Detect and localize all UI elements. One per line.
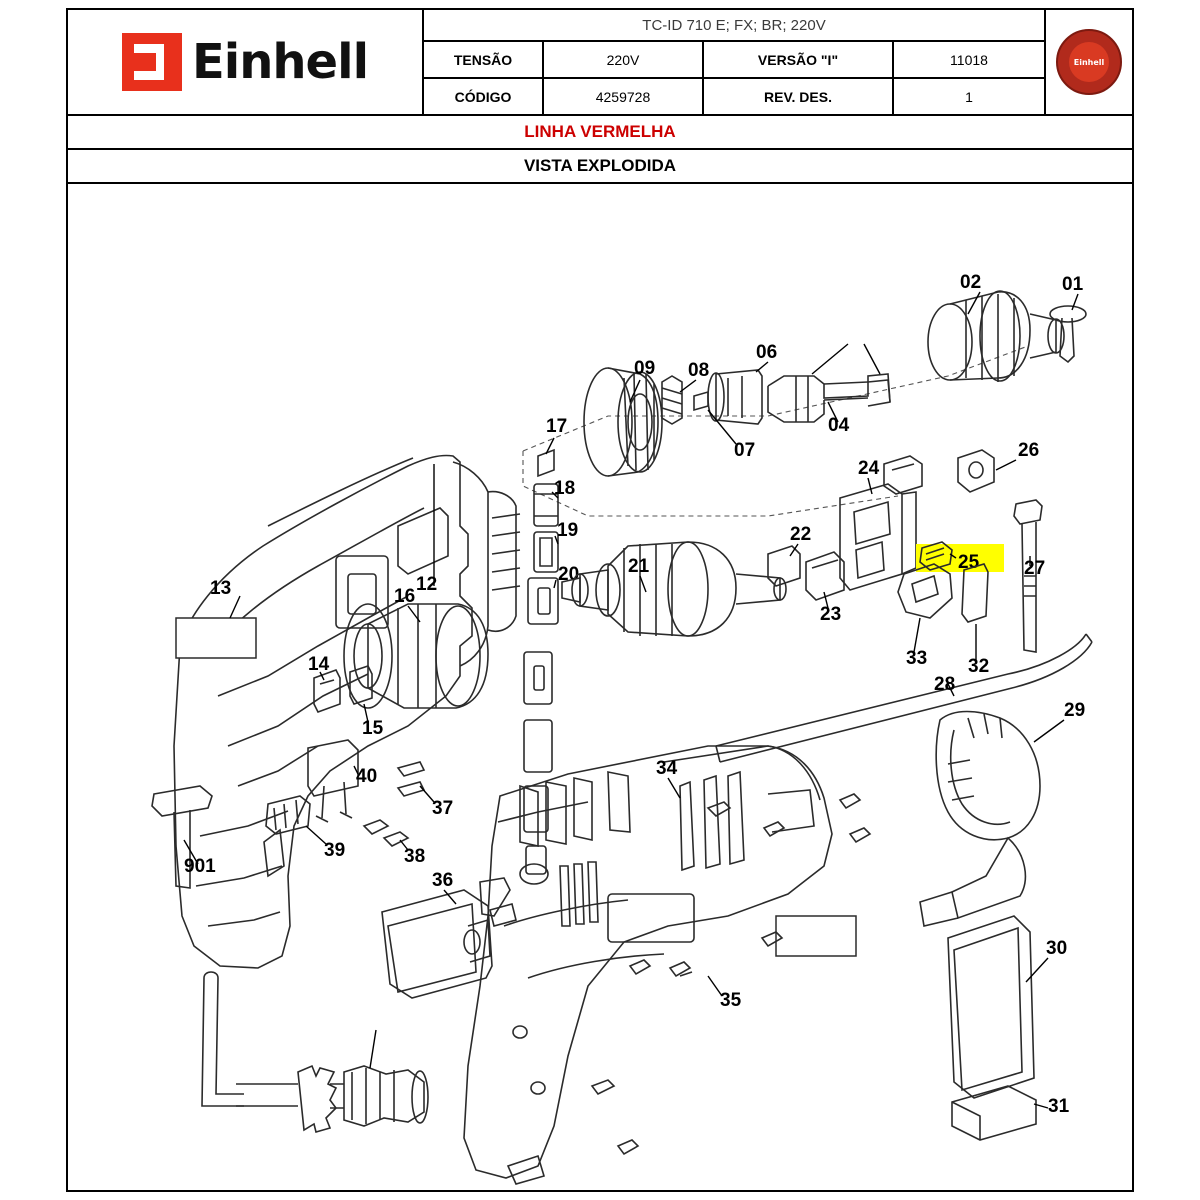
callout-32: 34 bbox=[656, 758, 678, 779]
callout-12: 14 bbox=[308, 654, 330, 675]
callout-37: 39 bbox=[324, 840, 346, 861]
spec-table bbox=[424, 10, 1044, 114]
spec-row-1 bbox=[424, 42, 1044, 79]
callout-19: 21 bbox=[628, 556, 650, 577]
spec-label-versao: VERSÃO "I" bbox=[704, 42, 894, 77]
callout-14: 16 bbox=[394, 586, 416, 607]
title-block bbox=[66, 8, 1134, 233]
callout-22: 24 bbox=[858, 458, 880, 479]
callout-10: 12 bbox=[416, 574, 438, 595]
callout-06: 06 bbox=[756, 342, 778, 363]
callout-33: 35 bbox=[720, 990, 742, 1011]
callout-08: 08 bbox=[688, 360, 710, 381]
callout-02: 02 bbox=[960, 272, 982, 293]
spec-value-revdes: 1 bbox=[965, 88, 973, 105]
spec-value-codigo: 4259728 bbox=[544, 79, 704, 114]
callout-27: 29 bbox=[1064, 700, 1086, 721]
band-vista-explodida: VISTA EXPLODIDA bbox=[68, 150, 1132, 184]
callout-35: 37 bbox=[432, 798, 454, 819]
spec-label-revdes: REV. DES. bbox=[704, 79, 894, 114]
spec-value-versao: 11018 bbox=[950, 51, 988, 68]
certification-seal-cell bbox=[1044, 10, 1132, 114]
callout-16: 18 bbox=[554, 478, 576, 499]
callout-13: 15 bbox=[362, 718, 384, 739]
callout-28: 30 bbox=[1046, 938, 1068, 959]
callout-20: 22 bbox=[790, 524, 812, 545]
callout-31: 33 bbox=[906, 648, 928, 669]
callout-29: 31 bbox=[1048, 1096, 1070, 1117]
spec-value-tensao: 220V bbox=[544, 42, 704, 77]
callout-15: 17 bbox=[546, 416, 568, 437]
callout-11: 13 bbox=[210, 578, 232, 599]
callout-25: 27 bbox=[1024, 558, 1046, 579]
callout-18: 20 bbox=[558, 564, 580, 585]
title-block-main-row bbox=[68, 10, 1132, 116]
model-title: TC-ID 710 E; FX; BR; 220V bbox=[424, 10, 1044, 42]
callout-23: 25 bbox=[958, 552, 980, 573]
callout-26: 28 bbox=[934, 674, 956, 695]
band-linha-vermelha: LINHA VERMELHA bbox=[68, 116, 1132, 150]
brand-name: Einhell bbox=[191, 34, 369, 90]
callout-09: 09 bbox=[634, 358, 656, 379]
einhell-logo-icon bbox=[122, 33, 182, 91]
callout-01: 01 bbox=[1062, 274, 1084, 295]
callout-04: 04 bbox=[828, 415, 850, 436]
callout-30: 32 bbox=[968, 656, 990, 677]
spec-label-codigo: CÓDIGO bbox=[424, 79, 544, 114]
callout-38: 40 bbox=[356, 766, 378, 787]
seal-icon bbox=[1056, 29, 1122, 95]
callout-34: 36 bbox=[432, 870, 454, 891]
spec-label-tensao: TENSÃO bbox=[424, 42, 544, 77]
seal-label: Einhell bbox=[1073, 57, 1105, 67]
callout-21: 23 bbox=[820, 604, 842, 625]
callout-17: 19 bbox=[557, 520, 579, 541]
brand-logo-cell bbox=[68, 10, 424, 114]
callout-36: 38 bbox=[404, 846, 426, 867]
band-notes-empty bbox=[68, 184, 1132, 231]
callout-39: 901 bbox=[184, 856, 216, 877]
spec-row-2 bbox=[424, 79, 1044, 114]
callout-07: 07 bbox=[734, 440, 756, 461]
exploded-view-drawing bbox=[66, 226, 1134, 1192]
callout-24: 26 bbox=[1018, 440, 1040, 461]
